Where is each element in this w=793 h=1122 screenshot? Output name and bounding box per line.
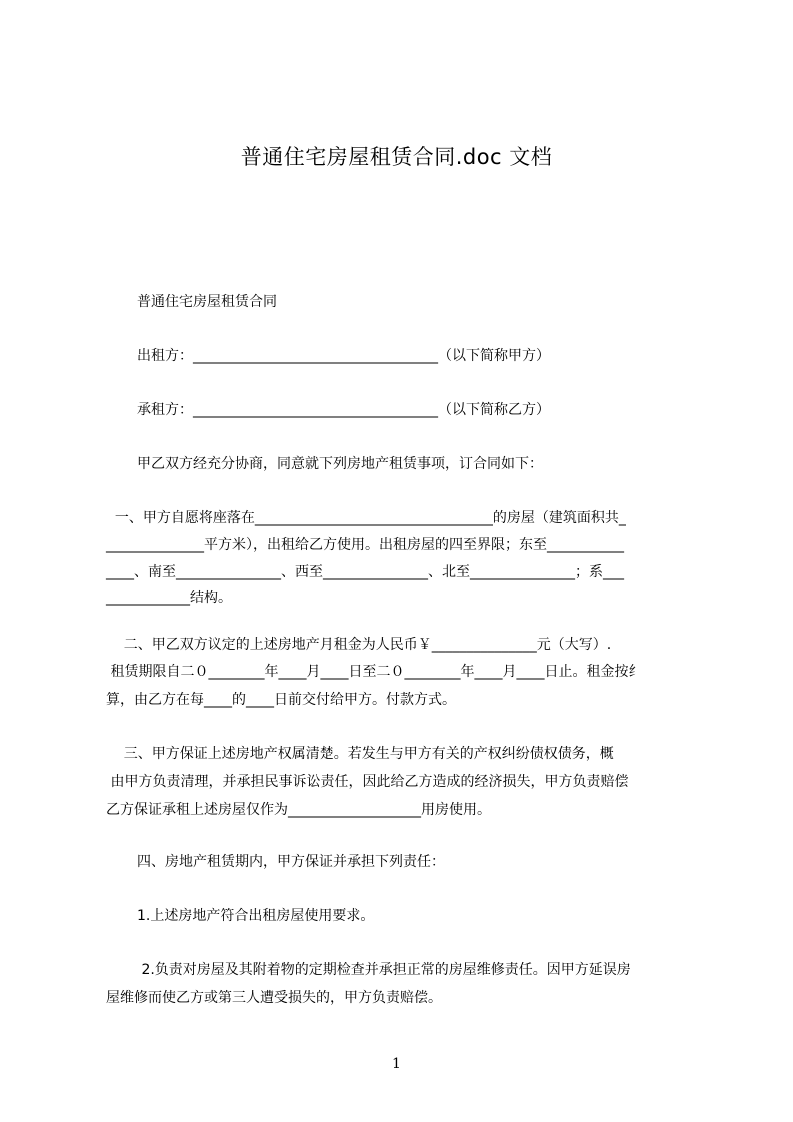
clause-4-item-1: 1.上述房地产符合出租房屋使用要求。 — [137, 908, 375, 924]
lessee-line: 承租方：___________________________________（以下简称乙方） — [137, 402, 550, 418]
clause-1-line: ______________平方米），出租给乙方使用。出租房屋的四至界限；东至___________ — [106, 537, 624, 553]
page-number: 1 — [392, 1056, 401, 1072]
item-2-line: 屋维修而使乙方或第三人遭受损失的，甲方负责赔偿。 — [106, 990, 442, 1006]
clause-1-line: ____、南至_______________、西至_______________、北至_______________；系___ — [106, 564, 624, 580]
clause-1-line: 一、甲方自愿将座落在__________________________________的房屋（建筑面积共_ — [106, 510, 626, 526]
lessor-line: 出租方：___________________________________（以下简称甲方） — [137, 348, 550, 364]
clause-3-line: 三、甲方保证上述房地产权属清楚。若发生与甲方有关的产权纠纷债权债务，概 — [106, 746, 614, 762]
clause-3-line: 乙方保证承租上述房屋仅作为___________________用房使用。 — [106, 802, 491, 818]
document-title: 普通住宅房屋租赁合同.doc 文档 — [240, 145, 553, 169]
item-2-line: 2.负责对房屋及其附着物的定期检查并承担正常的房屋维修责任。因甲方延误房 — [137, 962, 631, 978]
clause-2-line: 租赁期限自二０________年____月____日至二０________年____月____日止。租金按纟 — [106, 664, 643, 680]
clause-1-line: ____________结构。 — [106, 590, 232, 606]
intro-paragraph: 甲乙双方经充分协商，同意就下列房地产租赁事项，订合同如下： — [137, 456, 543, 472]
clause-2-line: 算，由乙方在每____的____日前交付给甲方。付款方式。 — [106, 692, 456, 708]
contract-heading: 普通住宅房屋租赁合同 — [137, 294, 277, 310]
clause-3-line: 由甲方负责清理，并承担民事诉讼责任，因此给乙方造成的经济损失，甲方负责赔偿 — [106, 774, 629, 790]
clause-2-line: 二、甲乙双方议定的上述房地产月租金为人民币￥_______________元（大写）. — [106, 637, 612, 653]
clause-4: 四、房地产租赁期内，甲方保证并承担下列责任： — [137, 854, 445, 870]
